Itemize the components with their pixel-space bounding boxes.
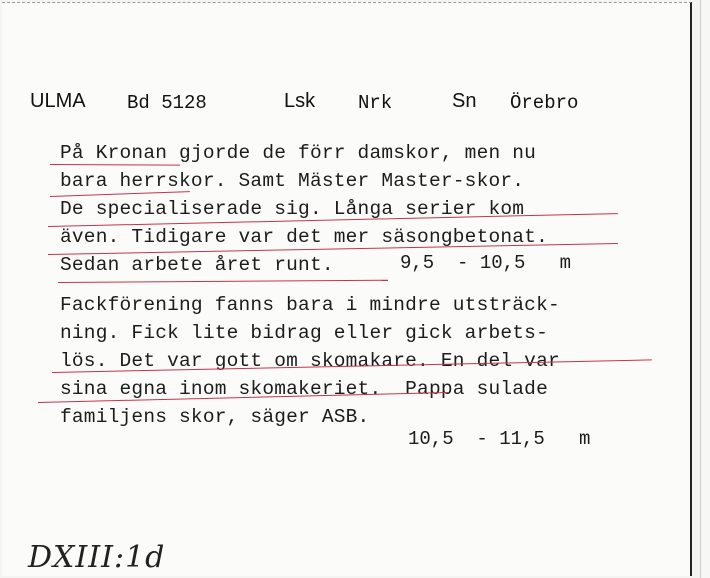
measure-1: 9,5 - 10,5 m [400,252,572,274]
parish-label: Sn [452,90,477,112]
county-value: Nrk [358,92,393,114]
card-edge [700,0,710,578]
text-line: På Kronan gjorde de förr damskor, men nu [60,142,537,164]
text-line: bara herrskor. Samt Mäster Master-skor. [60,170,525,192]
county-label: Lsk [284,90,316,112]
text-line: Fackförening fanns bara i mindre utsträck- [60,294,560,316]
measure-2: 10,5 - 11,5 m [408,428,591,450]
card-header [0,90,690,120]
archive-code: ULMA [30,90,86,112]
volume-number: Bd 5128 [127,92,207,114]
text-line: ning. Fick lite bidrag eller gick arbets- [60,322,548,344]
text-line: De specialiserade sig. Långa serier kom [60,198,525,220]
text-line: även. Tidigare var det mer säsongbetonat. [60,226,548,248]
text-line: Sedan arbete året runt. [60,254,334,276]
parish-value: Örebro [510,92,579,114]
text-line: sina egna inom skomakeriet. Pappa sulade [60,378,548,400]
index-card [2,2,692,576]
text-line: familjens skor, säger ASB. [60,406,370,428]
handwritten-signature: DXIII:1d [28,540,166,575]
text-line: lös. Det var gott om skomakare. En del var [60,350,560,372]
